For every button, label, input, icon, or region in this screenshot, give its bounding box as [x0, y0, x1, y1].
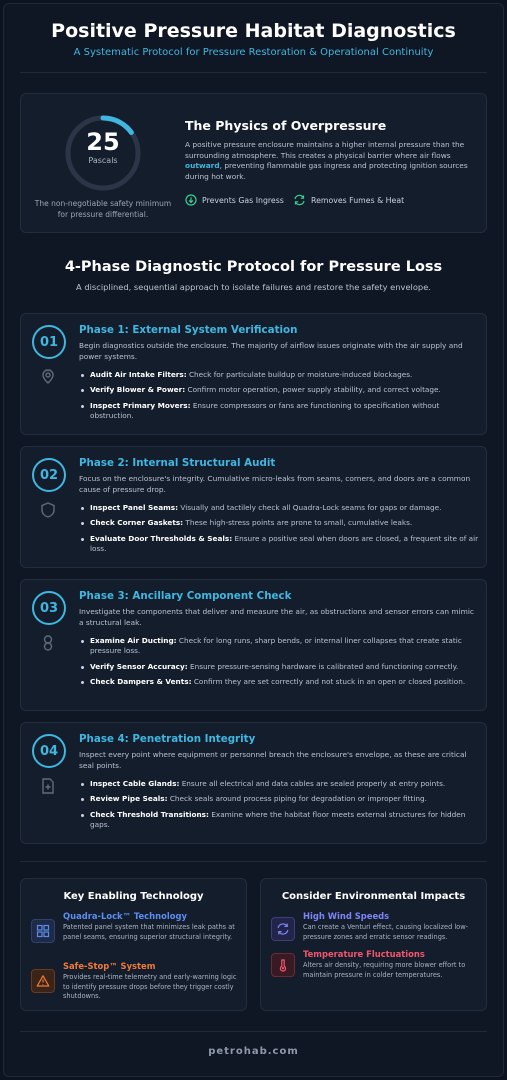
- arrow-down-circle-icon: [185, 194, 197, 206]
- phase-description: Inspect every point where equipment or personnel breach the enclosure's envelope, as these are critical seal points.: [79, 750, 467, 770]
- environment-card: [260, 878, 487, 1011]
- technology-title: Key Enabling Technology: [63, 891, 204, 902]
- list-item: Inspect Panel Seams: Visually and tactilely check all Quadra-Lock seams for gaps or damage.: [79, 503, 481, 513]
- technology-description: Provides real-time telemetry and early-warning logic to identify pressure drops before they trigger costly shutdowns.: [63, 973, 237, 1001]
- section-divider: [20, 861, 487, 862]
- list-item: Examine Air Ducting: Check for long runs, sharp bends, or internal liner collapses that create static pressure loss.: [79, 636, 481, 657]
- list-item: Check Dampers & Vents: Confirm they are set correctly and not stuck in an open or closed position.: [79, 677, 481, 687]
- technology-description: Patented panel system that minimizes leak paths at panel seams, ensuring superior structural integrity.: [63, 923, 235, 941]
- warning-icon: [31, 969, 55, 993]
- footer-divider: [20, 1031, 487, 1032]
- phase-title: Phase 1: External System Verification: [79, 324, 298, 336]
- list-item: Evaluate Door Thresholds & Seals: Ensure a positive seal when doors are closed, a frequent site of air loss.: [79, 534, 481, 555]
- phase-card-2: [20, 446, 487, 568]
- phase-description: Begin diagnostics outside the enclosure. The majority of airflow issues originate with the air supply and power systems.: [79, 341, 463, 361]
- link-icon: [39, 634, 57, 652]
- footer-domain[interactable]: petrohab.com: [208, 1046, 299, 1057]
- page-subtitle: A Systematic Protocol for Pressure Restoration & Operational Continuity: [73, 47, 434, 58]
- header-divider: [20, 72, 487, 73]
- environment-title: Consider Environmental Impacts: [281, 891, 466, 902]
- chip-fumes-heat: Removes Fumes & Heat: [293, 194, 404, 206]
- physics-emphasis: outward: [185, 161, 220, 171]
- phase-checklist: [79, 779, 481, 836]
- gauge-unit: Pascals: [88, 156, 118, 165]
- phase-title: Phase 3: Ancillary Component Check: [79, 590, 292, 602]
- environment-description: Alters air density, requiring more blower effort to maintain pressure in colder temperatures.: [303, 961, 466, 979]
- phase-checklist: [79, 503, 481, 560]
- phase-checklist: [79, 370, 481, 427]
- refresh-icon: [271, 917, 295, 941]
- list-item: Check Corner Gaskets: These high-stress points are prone to small, cumulative leaks.: [79, 518, 481, 528]
- environment-description: Can create a Venturi effect, causing localized low-pressure zones and erratic sensor readings.: [303, 923, 468, 941]
- phase-number: 04: [32, 734, 66, 768]
- physics-body: A positive pressure enclosure maintains a higher internal pressure than the surrounding atmosphere. This creates a physical barrier where air flows outward, preventing flammable gas ingress and protecting ignition sources during hot work.: [185, 140, 468, 181]
- page-title: Positive Pressure Habitat Diagnostics: [51, 20, 456, 42]
- phase-title: Phase 2: Internal Structural Audit: [79, 457, 276, 469]
- list-item: Audit Air Intake Filters: Check for particulate buildup or moisture-induced blockages.: [79, 370, 481, 380]
- phase-card-1: [20, 313, 487, 435]
- list-item: Inspect Primary Movers: Ensure compressors or fans are functioning to specification without obstruction.: [79, 401, 481, 422]
- refresh-icon: [293, 194, 306, 206]
- phase-description: Investigate the components that deliver and measure the air, as obstructions and sensor errors can mimic a structural leak.: [79, 607, 474, 627]
- gauge-caption: The non-negotiable safety minimum for pressure differential.: [34, 199, 172, 219]
- physics-card: [20, 93, 487, 233]
- environment-name: Temperature Fluctuations: [303, 949, 425, 959]
- phase-number: 01: [32, 325, 66, 359]
- list-item: Verify Sensor Accuracy: Ensure pressure-sensing hardware is calibrated and functioning correctly.: [79, 662, 481, 672]
- technology-name: Safe-Stop™ System: [63, 961, 156, 971]
- shield-icon: [39, 501, 57, 519]
- map-pin-icon: [39, 368, 57, 386]
- list-item: Verify Blower & Power: Confirm motor operation, power supply stability, and correct voltage.: [79, 385, 481, 395]
- phase-card-3: [20, 579, 487, 711]
- protocol-subtitle: A disciplined, sequential approach to isolate failures and restore the safety envelope.: [76, 282, 431, 292]
- physics-title: The Physics of Overpressure: [185, 118, 387, 133]
- list-item: Review Pipe Seals: Check seals around process piping for degradation or improper fitting.: [79, 794, 481, 804]
- list-item: Inspect Cable Glands: Ensure all electrical and data cables are sealed properly at entry points.: [79, 779, 481, 789]
- technology-card: [20, 878, 247, 1011]
- phase-title: Phase 4: Penetration Integrity: [79, 733, 256, 745]
- chip-gas-ingress: Prevents Gas Ingress: [185, 194, 284, 206]
- protocol-title: 4-Phase Diagnostic Protocol for Pressure Loss: [64, 259, 443, 275]
- phase-number: 03: [32, 591, 66, 625]
- thermometer-icon: [271, 953, 295, 977]
- list-item: Check Threshold Transitions: Examine where the habitat floor meets external structures for hidden gaps.: [79, 810, 481, 831]
- phase-checklist: [79, 636, 481, 693]
- file-plus-icon: [39, 777, 57, 795]
- phase-card-4: [20, 722, 487, 844]
- gauge-value: 25: [86, 128, 120, 156]
- grid-icon: [31, 919, 55, 943]
- technology-name: Quadra-Lock™ Technology: [63, 911, 187, 921]
- phase-description: Focus on the enclosure's integrity. Cumulative micro-leaks from seams, corners, and doors are a common cause of pressure drop.: [79, 474, 471, 494]
- phase-number: 02: [32, 458, 66, 492]
- environment-name: High Wind Speeds: [303, 911, 390, 921]
